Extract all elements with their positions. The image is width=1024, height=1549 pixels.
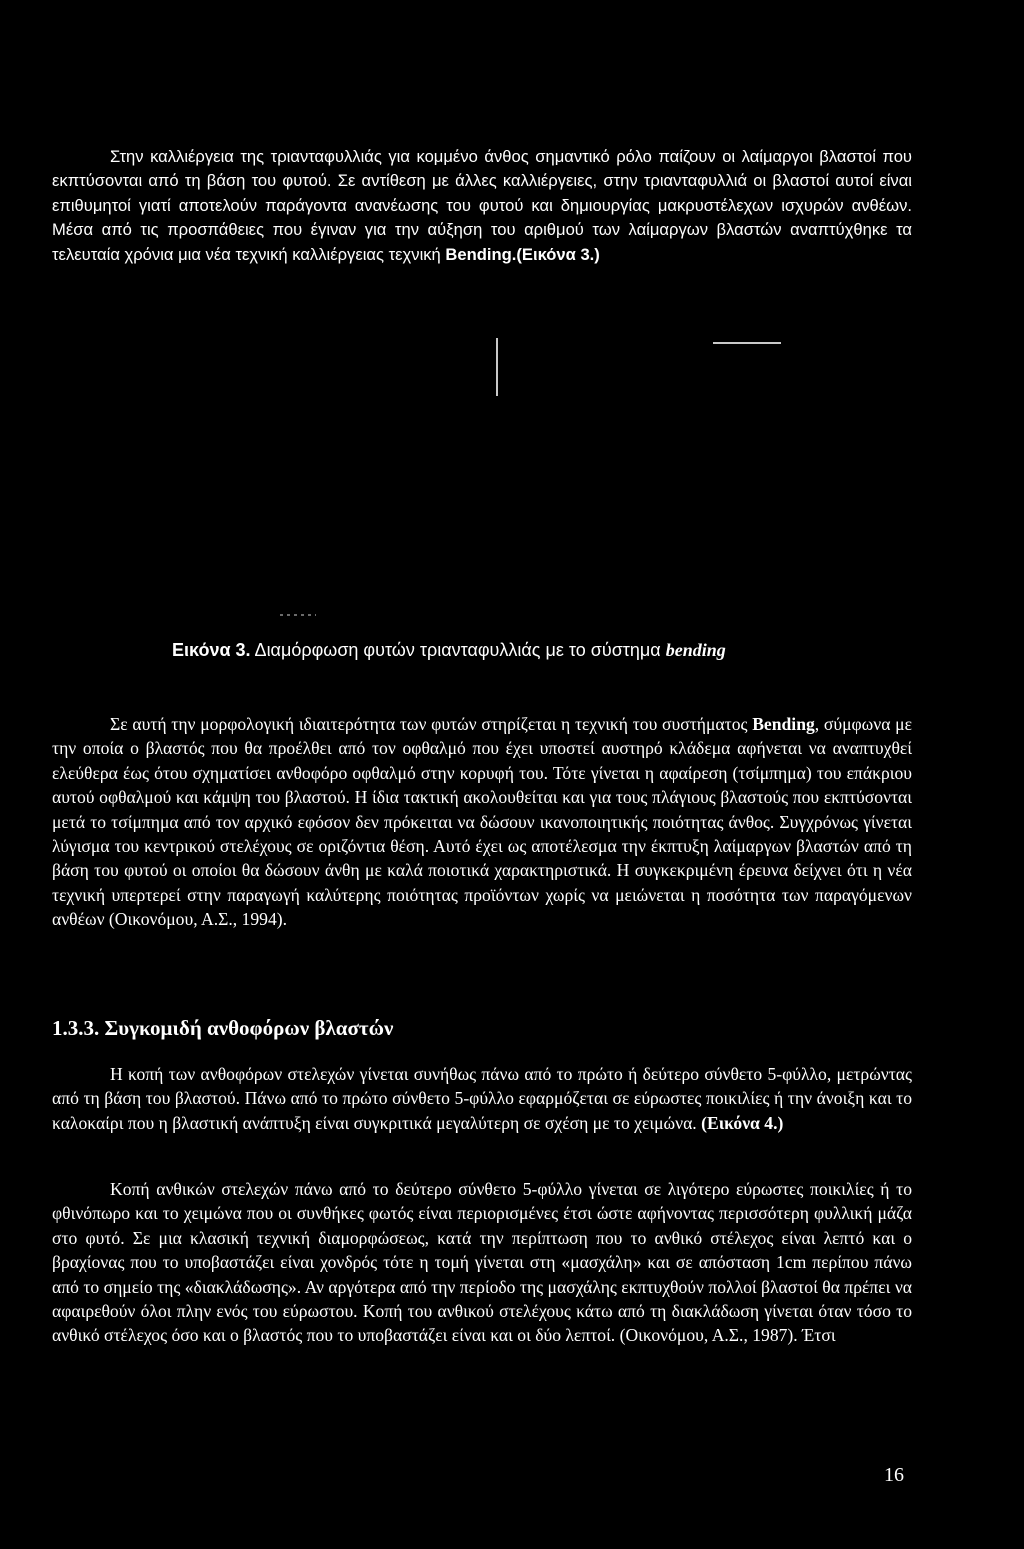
figure-bending-image [300,318,860,618]
paragraph-bending-technique [52,712,912,932]
bending-term: Bending [752,714,815,734]
caption-label: Εικόνα 3. [172,640,251,660]
paragraph-lead: Σε αυτή την μορφολογική ιδιαιτερότητα των φυτών στηρίζεται η τεχνική του συστήματος [110,714,753,734]
section-heading: 1.3.3. Συγκομιδή ανθοφόρων βλαστών [52,1016,394,1040]
caption-text: Διαμόρφωση φυτών τριανταφυλλιάς με το σύστημα [250,640,666,660]
page-number: 16 [884,1464,904,1486]
paragraph-text: Η κοπή των ανθοφόρων στελεχών γίνεται συνήθως πάνω από το πρώτο ή δεύτερο σύνθετο 5-φύλλο, μετρώντας από τη βάση του βλαστού. Πάνω από το πρώτο σύνθετο 5-φύλλο εφαρμόζεται σε εύρωστες ποικιλίες ή την άνοιξη και το καλοκαίρι που η βλαστική ανάπτυξη είναι συγκριτικά μεγαλύτερη σε σχέση με το χειμώνα. [52,1064,912,1133]
figure-fragment-dots [280,614,316,616]
paragraph-harvest-second [52,1177,912,1348]
figure-caption [172,638,726,662]
caption-emphasis: bending [665,640,726,660]
figure-4-reference: (Εικόνα 4.) [701,1112,784,1133]
paragraph-text: , σύμφωνα με την οποία ο βλαστός που θα προέλθει από τον οφθαλμό που έχει υποστεί αυστηρό κλάδεμα αφήνεται να αναπτυχθεί ελεύθερα έως ότου σχηματίσει ανθοφόρο οφθαλμό στην κορυφή του. Τότε γίνεται η αφαίρεση (τσίμπημα) του επάκριου αυτού οφθαλμού και κάμψη του βλαστού. Η ίδια τακτική ακολουθείται και για τους πλάγιους βλαστούς που εκπτύσονται μετά το τσίμπημα από τον αρχικό εφόσον δεν πρόκειται να δώσουν ικανοποιητικής ποιότητας άνθος. Συγχρόνως γίνεται λύγισμα του κεντρικού στελέχους σε οριζόντια θέση. Αυτό έχει ως αποτέλεσμα την έκπτυξη λαίμαργων βλαστών από τη βάση του φυτού οι οποίοι θα δώσουν άνθη με καλά ποιοτικά χαρακτηριστικά. Η συγκεκριμένη έρευνα δείχνει ότι η νέα τεχνική υπερτερεί στην παραγωγή καλύτερης ποιότητας προϊόντων χωρίς να μειώνεται η ποσότητα των παραγόμενων ανθέων (Οικονόμου, Α.Σ., 1994). [52,714,912,930]
figure-fragment-line [713,342,781,344]
figure-fragment-line [496,338,498,396]
paragraph-text: Κοπή ανθικών στελεχών πάνω από το δεύτερο σύνθετο 5-φύλλο γίνεται σε λιγότερο εύρωστες ποικιλίες ή το φθινόπωρο και το χειμώνα που οι συνθήκες φωτός είναι περιορισμένες έτσι ώστε αφήνοντας περισσότερη φυλλική μάζα στο φυτό. Σε μια κλασική τεχνική διαμορφώσεως, κατά την περίπτωση που το ανθικό στέλεχος είναι λεπτό και ο βραχίονας που το υποβαστάζει είναι χονδρός τότε η τομή γίνεται στη «μασχάλη» και σε απόσταση 1cm περίπου πάνω από το σημείο της «διακλάδωσης». Αν αργότερα από την περίοδο της μασχάλης εκπτυχθούν πολλοί βλαστοί θα πρέπει να αφαιρεθούν όλοι πλην ενός του εύρωστου. Κοπή του ανθικού στελέχους κάτω από τη διακλάδωση γίνεται όταν τόσο το ανθικό στέλεχος όσο και ο βλαστός που το υποβαστάζει είναι και οι δύο λεπτοί. (Οικονόμου, Α.Σ., 1987). Έτσι [52,1179,912,1346]
paragraph-harvest-first [52,1062,912,1135]
bending-figure-reference: Bending.(Εικόνα 3.) [445,244,600,264]
paragraph-text: Στην καλλιέργεια της τριανταφυλλιάς για κομμένο άνθος σημαντικό ρόλο παίζουν οι λαίμαργοι βλαστοί που εκπτύσονται από τη βάση του φυτού. Σε αντίθεση με άλλες καλλιέργειες, στην τριανταφυλλιά οι βλαστοί αυτοί είναι επιθυμητοί γιατί αποτελούν παράγοντα ανανέωσης του φυτού και δημιουργίας μακρυστέλεχων ισχυρών ανθέων. Μέσα από τις προσπάθειες που έγιναν για την αύξηση του αριθμού των λαίμαργων βλαστών αναπτύχθηκε τα τελευταία χρόνια μια νέα τεχνική καλλιέργειας τεχνική [52,147,912,264]
paragraph-rose-cultivation [52,145,912,267]
